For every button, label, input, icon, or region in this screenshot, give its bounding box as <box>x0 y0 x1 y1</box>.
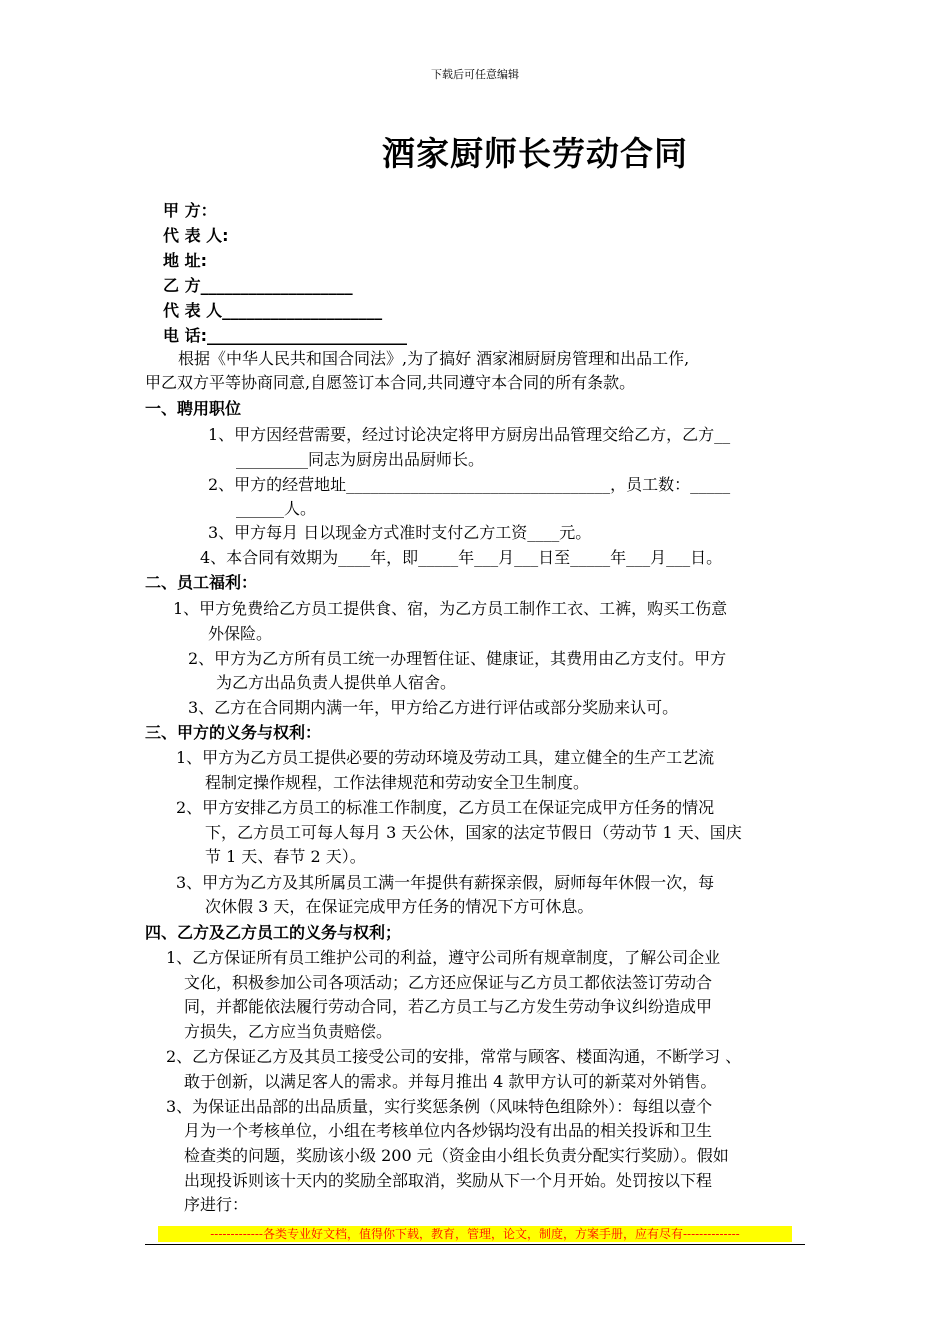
clause-line: 出现投诉则该十天内的奖励全部取消，奖励从下一个月开始。处罚按以下程 <box>184 1171 713 1190</box>
section-heading: 一、聘用职位 <box>145 399 242 418</box>
clause-line: 2、乙方保证乙方及其员工接受公司的安排，常常与顾客、楼面沟通，不断学习 、 <box>166 1047 742 1066</box>
footer-divider <box>145 1244 805 1245</box>
page-header-note: 下载后可任意编辑 <box>431 68 519 81</box>
clause-line: 外保险。 <box>208 624 273 643</box>
footer-banner: -------------各类专业好文档，值得你下载，教育，管理，论文，制度，方案手册，应有尽有-------------- <box>210 1227 740 1241</box>
intro-line: 甲乙双方平等协商同意,自愿签订本合同,共同遵守本合同的所有条款。 <box>145 373 636 392</box>
section-heading: 四、乙方及乙方员工的义务与权利； <box>145 923 402 942</box>
clause-line: 1、甲方为乙方员工提供必要的劳动环境及劳动工具，建立健全的生产工艺流 <box>176 748 715 767</box>
clause-line: 1、甲方因经营需要，经过讨论决定将甲方厨房出品管理交给乙方，乙方__ <box>208 425 731 444</box>
clause-line: 3、甲方每月 日以现金方式准时支付乙方工资____元。 <box>208 523 592 542</box>
clause-line: 3、乙方在合同期内满一年，甲方给乙方进行评估或部分奖励来认可。 <box>188 698 679 717</box>
section-heading: 二、员工福利： <box>145 573 258 592</box>
clause-line: 为乙方出品负责人提供单人宿舍。 <box>216 673 457 692</box>
clause-line: 方损失，乙方应当负责赔偿。 <box>184 1022 393 1041</box>
phone-label: 电 话:_________________________ <box>163 326 407 345</box>
clause-line: 3、甲方为乙方及其所属员工满一年提供有薪探亲假，厨师每年休假一次，每 <box>176 873 715 892</box>
intro-line: 根据《中华人民共和国合同法》,为了搞好 酒家湘厨厨房管理和出品工作, <box>178 349 690 368</box>
clause-line: 节 1 天、春节 2 天）。 <box>205 847 366 866</box>
rep-b-label: 代 表 人____________________ <box>163 301 383 320</box>
clause-line: 3、为保证出品部的出品质量，实行奖惩条例（风味特色组除外）：每组以壹个 <box>166 1097 713 1116</box>
address-label: 地 址: <box>163 251 207 270</box>
clause-line: 检查类的问题，奖励该小级 200 元（资金由小组长负责分配实行奖励）。假如 <box>184 1146 729 1165</box>
clause-line: 文化，积极参加公司各项活动；乙方还应保证与乙方员工都依法签订劳动合 <box>184 973 713 992</box>
clause-line: ______人。 <box>236 499 317 518</box>
clause-line: 序进行： <box>184 1195 249 1214</box>
clause-line: 1、乙方保证所有员工维护公司的利益，遵守公司所有规章制度，了解公司企业 <box>166 948 721 967</box>
party-a-label: 甲 方： <box>163 201 217 220</box>
clause-line: 2、甲方的经营地址_________________________________，员工数：_____ <box>208 475 731 494</box>
clause-line: 2、甲方为乙方所有员工统一办理暂住证、健康证，其费用由乙方支付。甲方 <box>188 649 727 668</box>
clause-line: 程制定操作规程，工作法律规范和劳动安全卫生制度。 <box>205 773 590 792</box>
clause-line: 同，并都能依法履行劳动合同，若乙方员工与乙方发生劳动争议纠纷造成甲 <box>184 997 713 1016</box>
rep-a-label: 代 表 人: <box>163 226 229 245</box>
section-heading: 三、甲方的义务与权利： <box>145 723 322 742</box>
clause-line: 1、甲方免费给乙方员工提供食、宿，为乙方员工制作工衣、工裤，购买工伤意 <box>173 599 728 618</box>
document-title: 酒家厨师长劳动合同 <box>382 134 688 173</box>
clause-line: 敢于创新，以满足客人的需求。并每月推出 4 款甲方认可的新菜对外销售。 <box>184 1072 717 1091</box>
party-b-label: 乙 方___________________ <box>163 276 353 295</box>
clause-line: 4、本合同有效期为____年，即_____年___月___日至_____年___月___日。 <box>200 548 723 567</box>
clause-line: 下，乙方员工可每人每月 3 天公休，国家的法定节假日（劳动节 1 天、国庆 <box>205 823 742 842</box>
clause-line: 次休假 3 天，在保证完成甲方任务的情况下方可休息。 <box>205 897 594 916</box>
clause-line: _________同志为厨房出品厨师长。 <box>236 450 485 469</box>
clause-line: 月为一个考核单位，小组在考核单位内各炒锅均没有出品的相关投诉和卫生 <box>184 1121 713 1140</box>
clause-line: 2、甲方安排乙方员工的标准工作制度，乙方员工在保证完成甲方任务的情况 <box>176 798 715 817</box>
